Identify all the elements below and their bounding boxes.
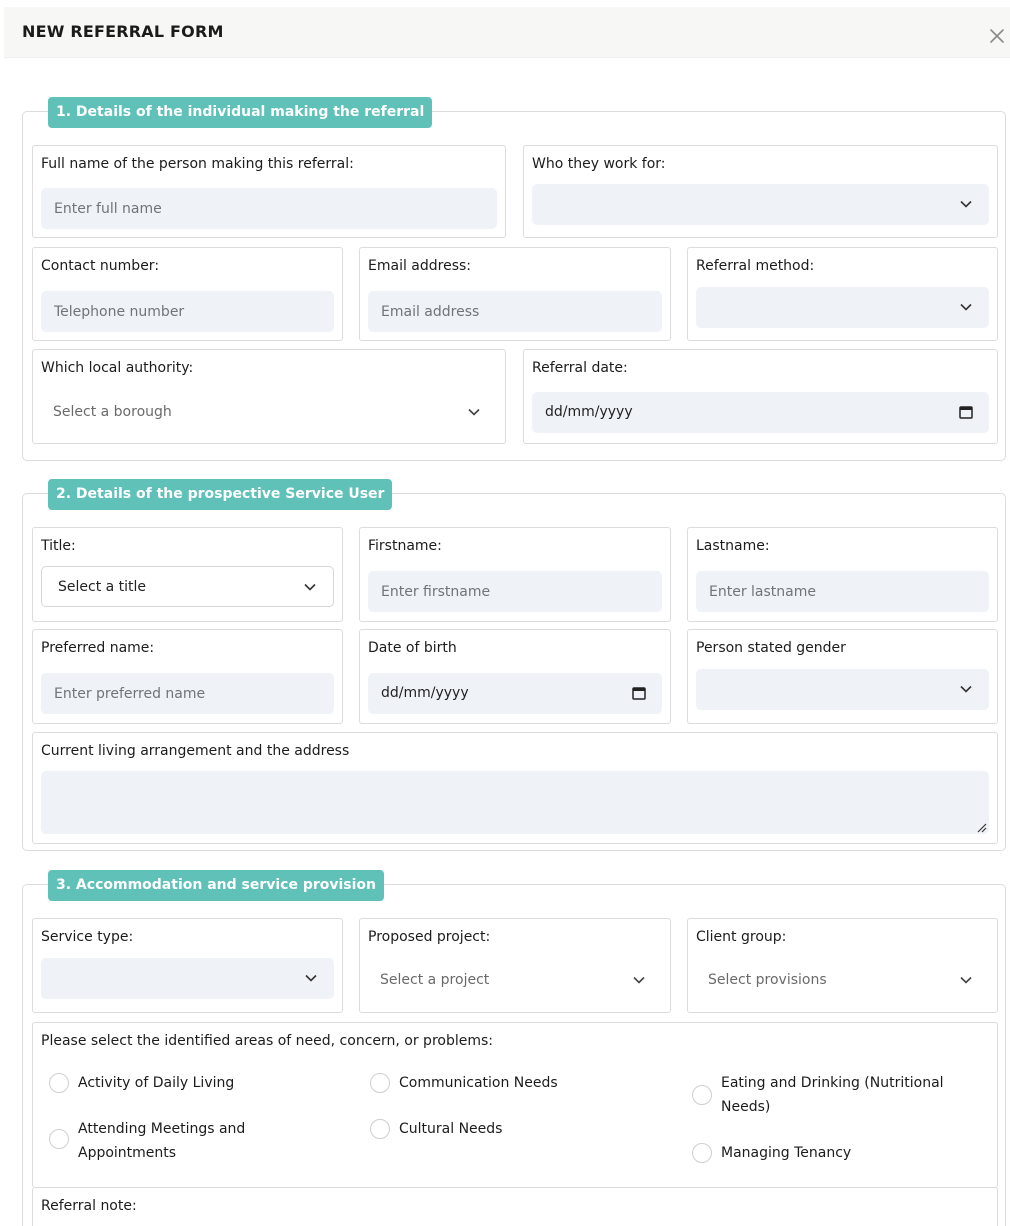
section-badge: 1. Details of the individual making the referral <box>48 97 432 128</box>
card-dob <box>359 629 671 724</box>
need-option[interactable]: Attending Meetings and Appointments <box>49 1117 349 1165</box>
field-label: Proposed project: <box>368 929 491 945</box>
field-label: Lastname: <box>696 538 770 554</box>
card-client-group <box>687 918 998 1013</box>
lastname-input[interactable] <box>696 571 989 612</box>
section-badge: 2. Details of the prospective Service User <box>48 479 392 510</box>
radio-button[interactable] <box>49 1073 69 1093</box>
field-label: Please select the identified areas of need, concern, or problems: <box>41 1033 493 1049</box>
modal-header <box>4 7 1010 58</box>
card-email <box>359 247 671 341</box>
radio-button[interactable] <box>370 1073 390 1093</box>
need-option[interactable]: Activity of Daily Living <box>49 1071 349 1095</box>
field-label: Who they work for: <box>532 156 666 172</box>
field-label: Email address: <box>368 258 472 274</box>
client-group-select[interactable]: Select provisions <box>696 960 989 1004</box>
firstname-input[interactable] <box>368 571 662 612</box>
card-referral-date <box>523 349 998 444</box>
card-service-type <box>32 918 343 1013</box>
field-label: Full name of the person making this referral: <box>41 156 354 172</box>
card-gender <box>687 629 998 724</box>
field-label: Client group: <box>696 929 787 945</box>
works-for-select[interactable] <box>532 184 989 225</box>
field-label: Person stated gender <box>696 640 846 656</box>
full-name-input[interactable] <box>41 188 497 229</box>
chevron-down-icon <box>632 975 646 985</box>
date-of-birth-input[interactable]: dd/mm/yyyy <box>368 673 662 714</box>
section-service-user <box>22 486 1006 851</box>
section-badge: 3. Accommodation and service provision <box>48 870 384 901</box>
local-authority-select[interactable]: Select a borough <box>41 392 497 436</box>
card-method <box>687 247 998 341</box>
card-referral-note <box>32 1187 998 1226</box>
field-label: Current living arrangement and the address <box>41 743 350 759</box>
resize-handle-icon[interactable] <box>975 821 987 833</box>
chevron-down-icon <box>303 582 317 592</box>
title-select[interactable]: Select a title <box>41 566 334 607</box>
chevron-down-icon <box>959 684 973 694</box>
card-title <box>32 527 343 622</box>
card-project <box>359 918 671 1013</box>
need-option[interactable]: Communication Needs <box>370 1071 670 1095</box>
calendar-icon[interactable] <box>959 405 973 419</box>
field-label: Referral method: <box>696 258 815 274</box>
email-input[interactable] <box>368 291 662 332</box>
close-icon[interactable] <box>986 25 1008 47</box>
preferred-name-input[interactable] <box>41 673 334 714</box>
card-firstname <box>359 527 671 622</box>
chevron-down-icon <box>467 407 481 417</box>
card-living-arrangement <box>32 732 998 844</box>
contact-number-input[interactable] <box>41 291 334 332</box>
field-label: Service type: <box>41 929 134 945</box>
referral-date-input[interactable]: dd/mm/yyyy <box>532 392 989 433</box>
field-label: Firstname: <box>368 538 442 554</box>
card-full-name <box>32 145 506 238</box>
chevron-down-icon <box>959 302 973 312</box>
section-accommodation <box>22 877 1006 1226</box>
section-referrer <box>22 104 1006 461</box>
referral-method-select[interactable] <box>696 287 989 328</box>
card-lastname <box>687 527 998 622</box>
card-authority <box>32 349 506 444</box>
radio-button[interactable] <box>692 1143 712 1163</box>
field-label: Date of birth <box>368 640 457 656</box>
chevron-down-icon <box>959 199 973 209</box>
chevron-down-icon <box>304 973 318 983</box>
need-option[interactable]: Cultural Needs <box>370 1117 670 1141</box>
card-needs <box>32 1022 998 1188</box>
field-label: Contact number: <box>41 258 160 274</box>
field-label: Preferred name: <box>41 640 155 656</box>
radio-button[interactable] <box>370 1119 390 1139</box>
field-label: Referral note: <box>41 1198 137 1214</box>
chevron-down-icon <box>959 975 973 985</box>
modal-title: NEW REFERRAL FORM <box>22 22 224 41</box>
radio-button[interactable] <box>692 1085 712 1105</box>
field-label: Referral date: <box>532 360 628 376</box>
field-label: Title: <box>41 538 76 554</box>
gender-select[interactable] <box>696 669 989 710</box>
need-option[interactable]: Managing Tenancy <box>692 1141 982 1165</box>
radio-button[interactable] <box>49 1129 69 1149</box>
card-works-for <box>523 145 998 238</box>
calendar-icon[interactable] <box>632 686 646 700</box>
card-preferred-name <box>32 629 343 724</box>
living-arrangement-textarea[interactable] <box>41 771 989 834</box>
project-select[interactable]: Select a project <box>368 960 662 1004</box>
card-contact <box>32 247 343 341</box>
need-option[interactable]: Eating and Drinking (Nutritional Needs) <box>692 1083 982 1119</box>
field-label: Which local authority: <box>41 360 194 376</box>
service-type-select[interactable] <box>41 958 334 999</box>
